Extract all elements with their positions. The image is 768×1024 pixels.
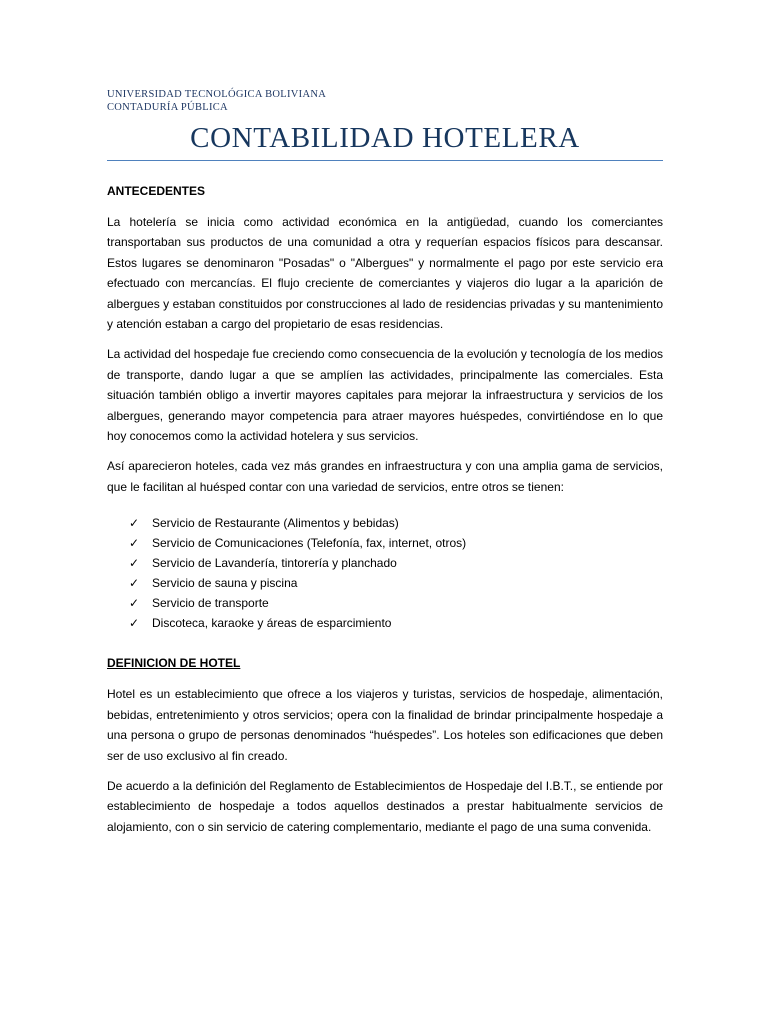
paragraph: La actividad del hospedaje fue creciendo como consecuencia de la evolución y tecnología de los medios de transporte, dando lugar a que se amplíen las actividades, principalmente las comerciales. Esta situación también obligo a invertir mayores capitales para mejorar la infraestructura y servicios de los albergues, generando mayor competencia para atraer mayores huéspedes, convirtiéndose en lo que hoy conocemos como la actividad hotelera y sus servicios.	[107, 347, 663, 444]
paragraph: Así aparecieron hoteles, cada vez más grandes en infraestructura y con una amplia gama de servicios, que le facilitan al huésped contar con una variedad de servicios, entre otros se tienen:	[107, 459, 663, 494]
paragraph: La hotelería se inicia como actividad económica en la antigüedad, cuando los comerciantes transportaban sus productos de una comunidad a otra y requerían espacios físicos para descansar. Estos lugares se denominaron "Posadas" o "Albergues" y normalmente el pago por este servicio era efectuado con mercancías. El flujo creciente de comerciantes y viajeros dio lugar a la aparición de albergues y estaban constituidos por construcciones al lado de residencias privadas y su mantenimiento y atención estaban a cargo del propietario de esas residencias.	[107, 215, 663, 332]
document-title: CONTABILIDAD HOTELERA	[190, 122, 580, 154]
check-icon: ✓	[129, 536, 140, 551]
list-item-text: Servicio de Comunicaciones (Telefonía, fax, internet, otros)	[152, 536, 467, 551]
list-item	[129, 573, 663, 593]
list-item-text: Servicio de Restaurante (Alimentos y bebidas)	[152, 516, 399, 531]
check-icon: ✓	[129, 516, 140, 531]
career-name: CONTADURÍA PÚBLICA	[107, 102, 228, 113]
document-page	[107, 88, 663, 837]
list-item-text: Discoteca, karaoke y áreas de esparcimiento	[152, 616, 392, 631]
list-item	[129, 553, 663, 573]
university-name: UNIVERSIDAD TECNOLÓGICA BOLIVIANA	[107, 89, 327, 100]
check-icon: ✓	[129, 616, 140, 631]
services-list	[107, 513, 663, 633]
heading-antecedentes: ANTECEDENTES	[107, 184, 206, 198]
list-item	[129, 533, 663, 553]
list-item-text: Servicio de transporte	[152, 596, 269, 611]
title-divider	[107, 160, 663, 161]
list-item	[129, 613, 663, 633]
paragraph: De acuerdo a la definición del Reglamento de Establecimientos de Hospedaje del I.B.T., se entiende por establecimiento de hospedaje a todos aquellos destinados a prestar habitualmente servicios de alojamiento, con o sin servicio de catering complementario, mediante el pago de una suma convenida.	[107, 778, 663, 834]
list-item-text: Servicio de sauna y piscina	[152, 576, 298, 591]
list-item	[129, 513, 663, 533]
paragraph: Hotel es un establecimiento que ofrece a los viajeros y turistas, servicios de hospedaje, alimentación, bebidas, entretenimiento y otros servicios; opera con la finalidad de brindar principalmente hospedaje a una persona o grupo de personas denominados “huéspedes”. Los hoteles son edificaciones que deben ser de uso exclusivo al fin creado.	[107, 687, 663, 763]
list-item	[129, 593, 663, 613]
check-icon: ✓	[129, 596, 140, 611]
list-item-text: Servicio de Lavandería, tintorería y planchado	[152, 556, 397, 571]
check-icon: ✓	[129, 576, 140, 591]
heading-definicion-hotel: DEFINICION DE HOTEL	[107, 656, 241, 671]
check-icon: ✓	[129, 556, 140, 571]
